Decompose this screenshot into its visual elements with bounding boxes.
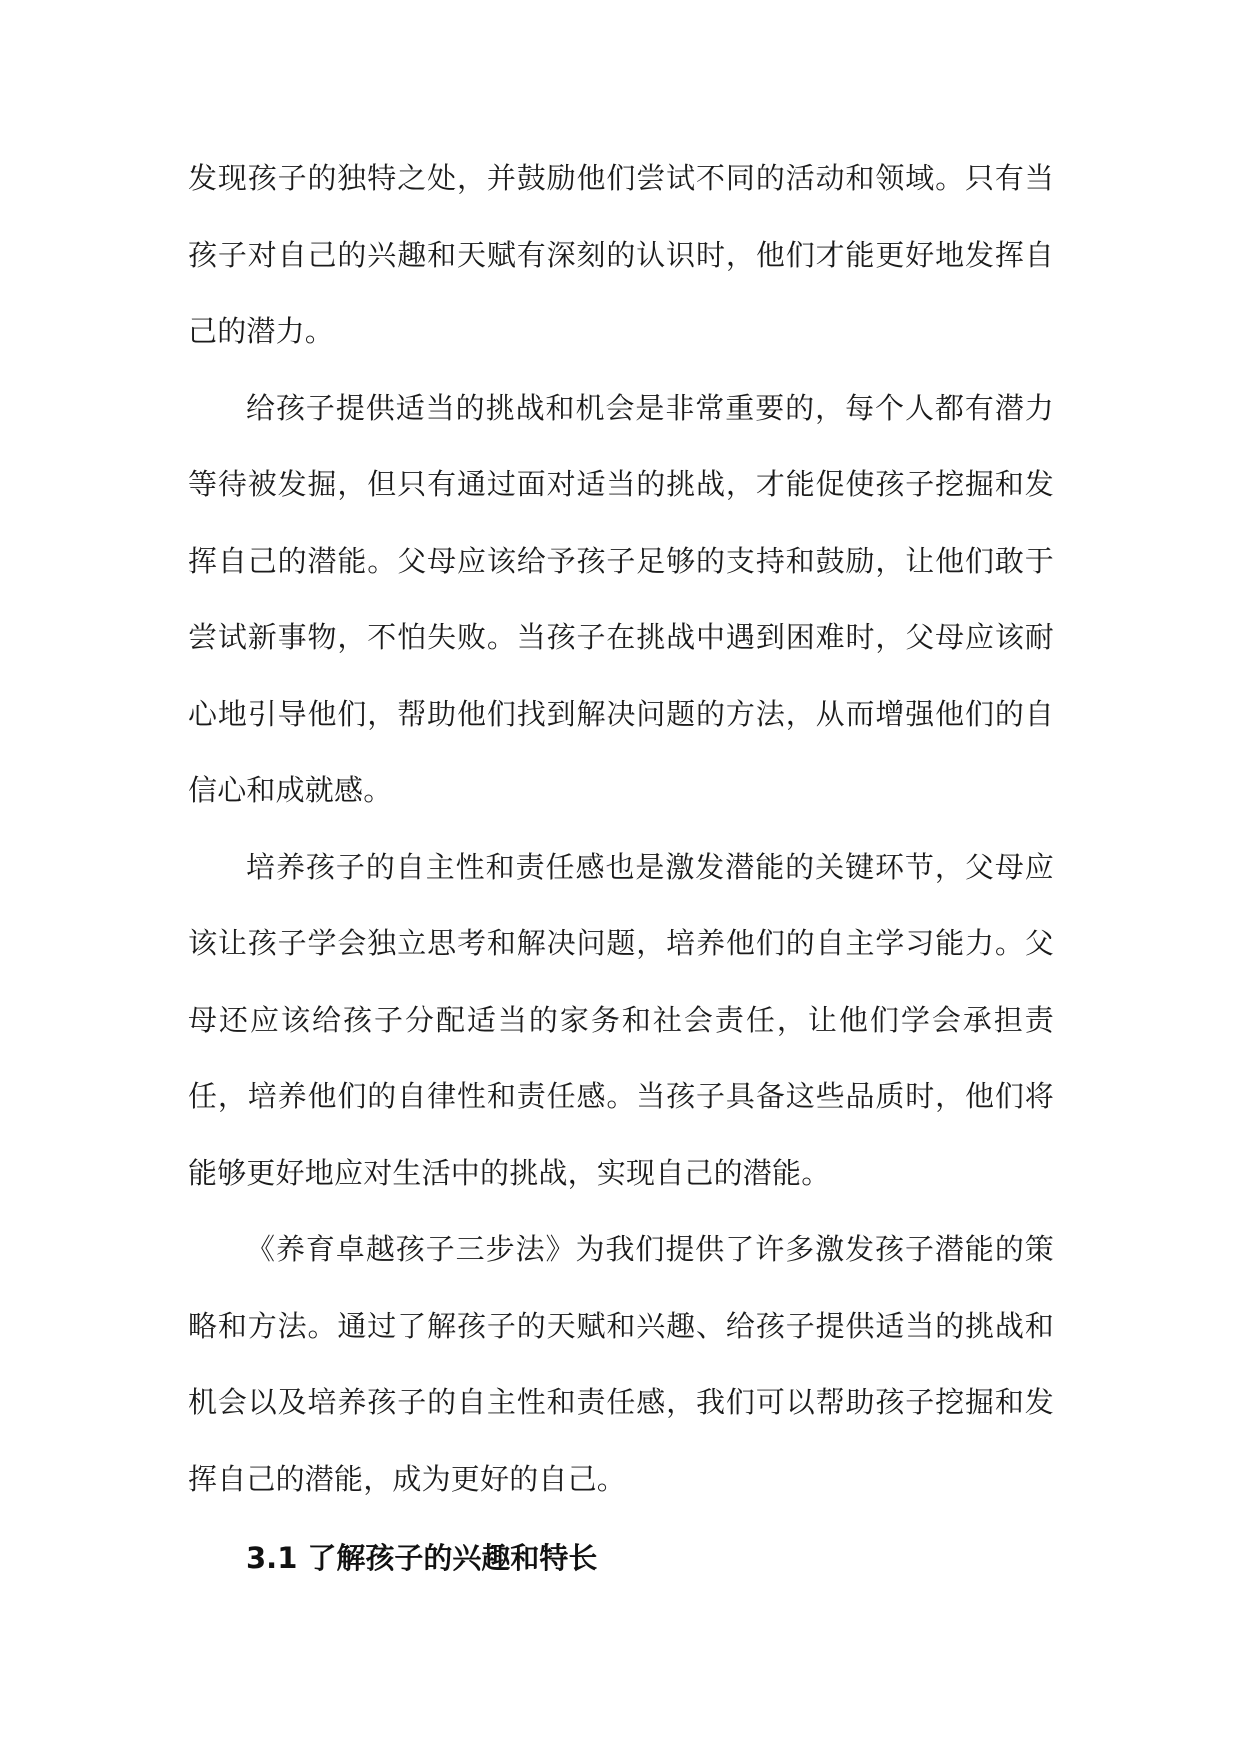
section-heading: [246, 1538, 597, 1578]
section-number: 3.1: [246, 1541, 298, 1575]
paragraph-summary: 《养育卓越孩子三步法》为我们提供了许多激发孩子潜能的策略和方法。通过了解孩子的天赋和兴趣、给孩子提供适当的挑战和机会以及培养孩子的自主性和责任感，我们可以帮助孩子挖掘和发挥自己的潜能，成为更好的自己。: [188, 1232, 1054, 1496]
section-title: 了解孩子的兴趣和特长: [307, 1541, 598, 1575]
paragraph-autonomy: 培养孩子的自主性和责任感也是激发潜能的关键环节，父母应该让孩子学会独立思考和解决问题，培养他们的自主学习能力。父母还应该给孩子分配适当的家务和社会责任，让他们学会承担责任，培养他们的自律性和责任感。当孩子具备这些品质时，他们将能够更好地应对生活中的挑战，实现自己的潜能。: [188, 849, 1054, 1190]
paragraph-continuation: 发现孩子的独特之处，并鼓励他们尝试不同的活动和领域。只有当孩子对自己的兴趣和天赋有深刻的认识时，他们才能更好地发挥自己的潜力。: [188, 161, 1054, 348]
paragraph-challenges: 给孩子提供适当的挑战和机会是非常重要的，每个人都有潜力等待被发掘，但只有通过面对适当的挑战，才能促使孩子挖掘和发挥自己的潜能。父母应该给予孩子足够的支持和鼓励，让他们敢于尝试新事物，不怕失败。当孩子在挑战中遇到困难时，父母应该耐心地引导他们，帮助他们找到解决问题的方法，从而增强他们的自信心和成就感。: [188, 390, 1054, 807]
document-body: [188, 140, 1054, 1517]
